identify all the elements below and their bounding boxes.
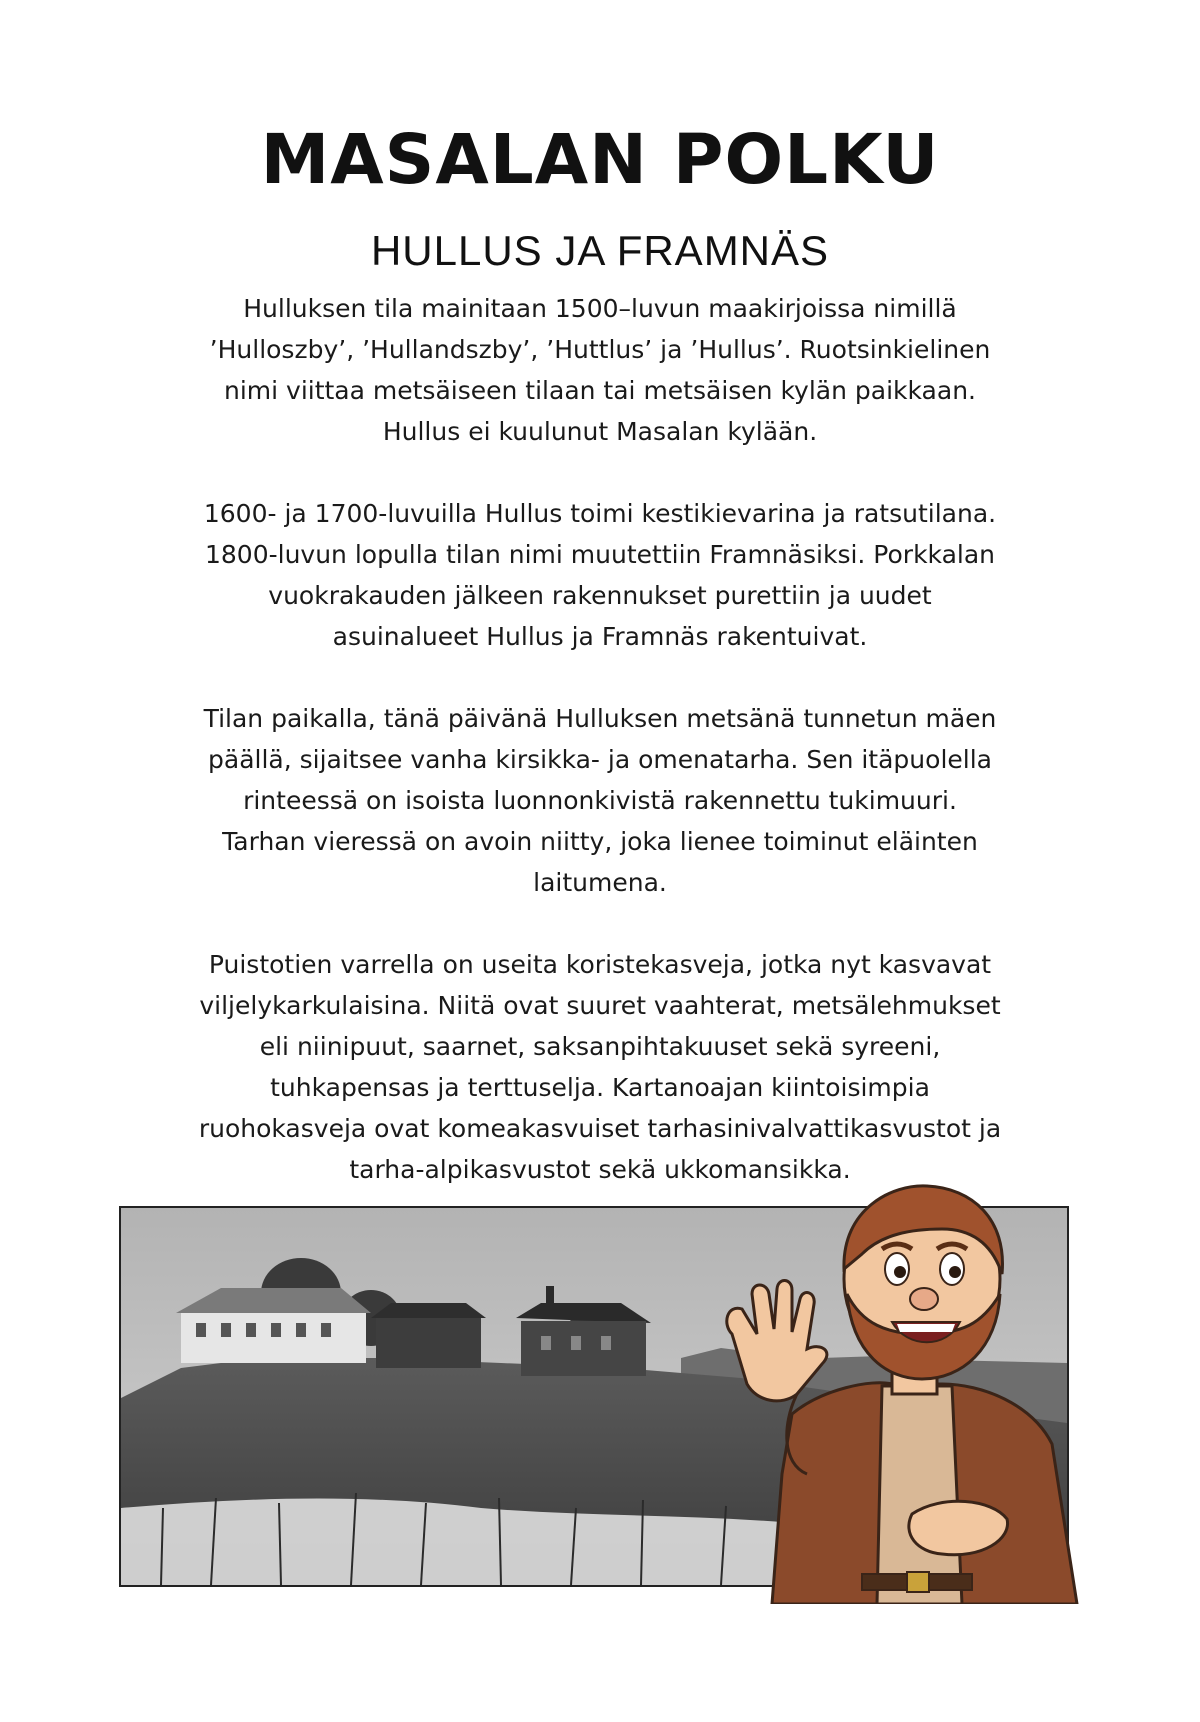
paragraph-1	[100, 288, 1100, 452]
body-text	[100, 288, 1100, 1231]
text-line: vuokrakauden jälkeen rakennukset purettiin ja uudet	[268, 581, 932, 610]
paragraph-3	[100, 698, 1100, 903]
manor-house	[176, 1288, 371, 1363]
text-line: rinteessä on isoista luonnonkivistä rakennettu tukimuuri.	[243, 786, 957, 815]
page-subtitle: HULLUS JA FRAMNÄS	[370, 227, 830, 274]
belt-buckle	[907, 1572, 929, 1592]
text-line: ruohokasveja ovat komeakasvuiset tarhasinivalvattikasvustot ja	[198, 1114, 1002, 1143]
text-line: Tarhan vieressä on avoin niitty, joka lienee toiminut eläinten	[222, 827, 978, 856]
text-line: viljelykarkulaisina. Niitä ovat suuret vaahterat, metsälehmukset	[199, 991, 1001, 1020]
text-line: päällä, sijaitsee vanha kirsikka- ja omenatarha. Sen itäpuolella	[208, 745, 992, 774]
text-line: asuinalueet Hullus ja Framnäs rakentuivat.	[332, 622, 868, 651]
guide-mascot	[712, 1174, 1102, 1604]
text-line: nimi viittaa metsäiseen tilaan tai metsäisen kylän paikkaan.	[223, 376, 976, 405]
text-line: Puistotien varrella on useita koristekasveja, jotka nyt kasvavat	[208, 950, 992, 979]
nose	[910, 1288, 938, 1310]
text-line: Hulluksen tila mainitaan 1500–luvun maakirjoissa nimillä	[243, 294, 957, 323]
page-title: MASALAN POLKU	[260, 120, 940, 200]
text-line: 1600- ja 1700-luvuilla Hullus toimi kestikievarina ja ratsutilana.	[203, 499, 997, 528]
text-line: tuhkapensas ja terttuselja. Kartanoajan kiintoisimpia	[270, 1073, 930, 1102]
text-line: eli niinipuut, saarnet, saksanpihtakuuset sekä syreeni,	[259, 1032, 941, 1061]
barn	[371, 1303, 486, 1368]
text-line: ’Hulloszby’, ’Hullandszby’, ’Huttlus’ ja ’Hullus’. Ruotsinkielinen	[209, 335, 991, 364]
text-line: Tilan paikalla, tänä päivänä Hulluksen metsänä tunnetun mäen	[203, 704, 997, 733]
bearded-man-illustration	[712, 1174, 1102, 1604]
paragraph-4	[100, 944, 1100, 1190]
text-line: 1800-luvun lopulla tilan nimi muutettiin Framnäsiksi. Porkkalan	[204, 540, 996, 569]
text-line: Hullus ei kuulunut Masalan kylään.	[382, 417, 818, 446]
text-line: laitumena.	[533, 868, 667, 897]
text-line: tarha-alpikasvustot sekä ukkomansikka.	[349, 1155, 851, 1184]
waving-hand	[727, 1280, 827, 1400]
paragraph-2	[100, 493, 1100, 657]
resting-hand	[909, 1501, 1008, 1555]
